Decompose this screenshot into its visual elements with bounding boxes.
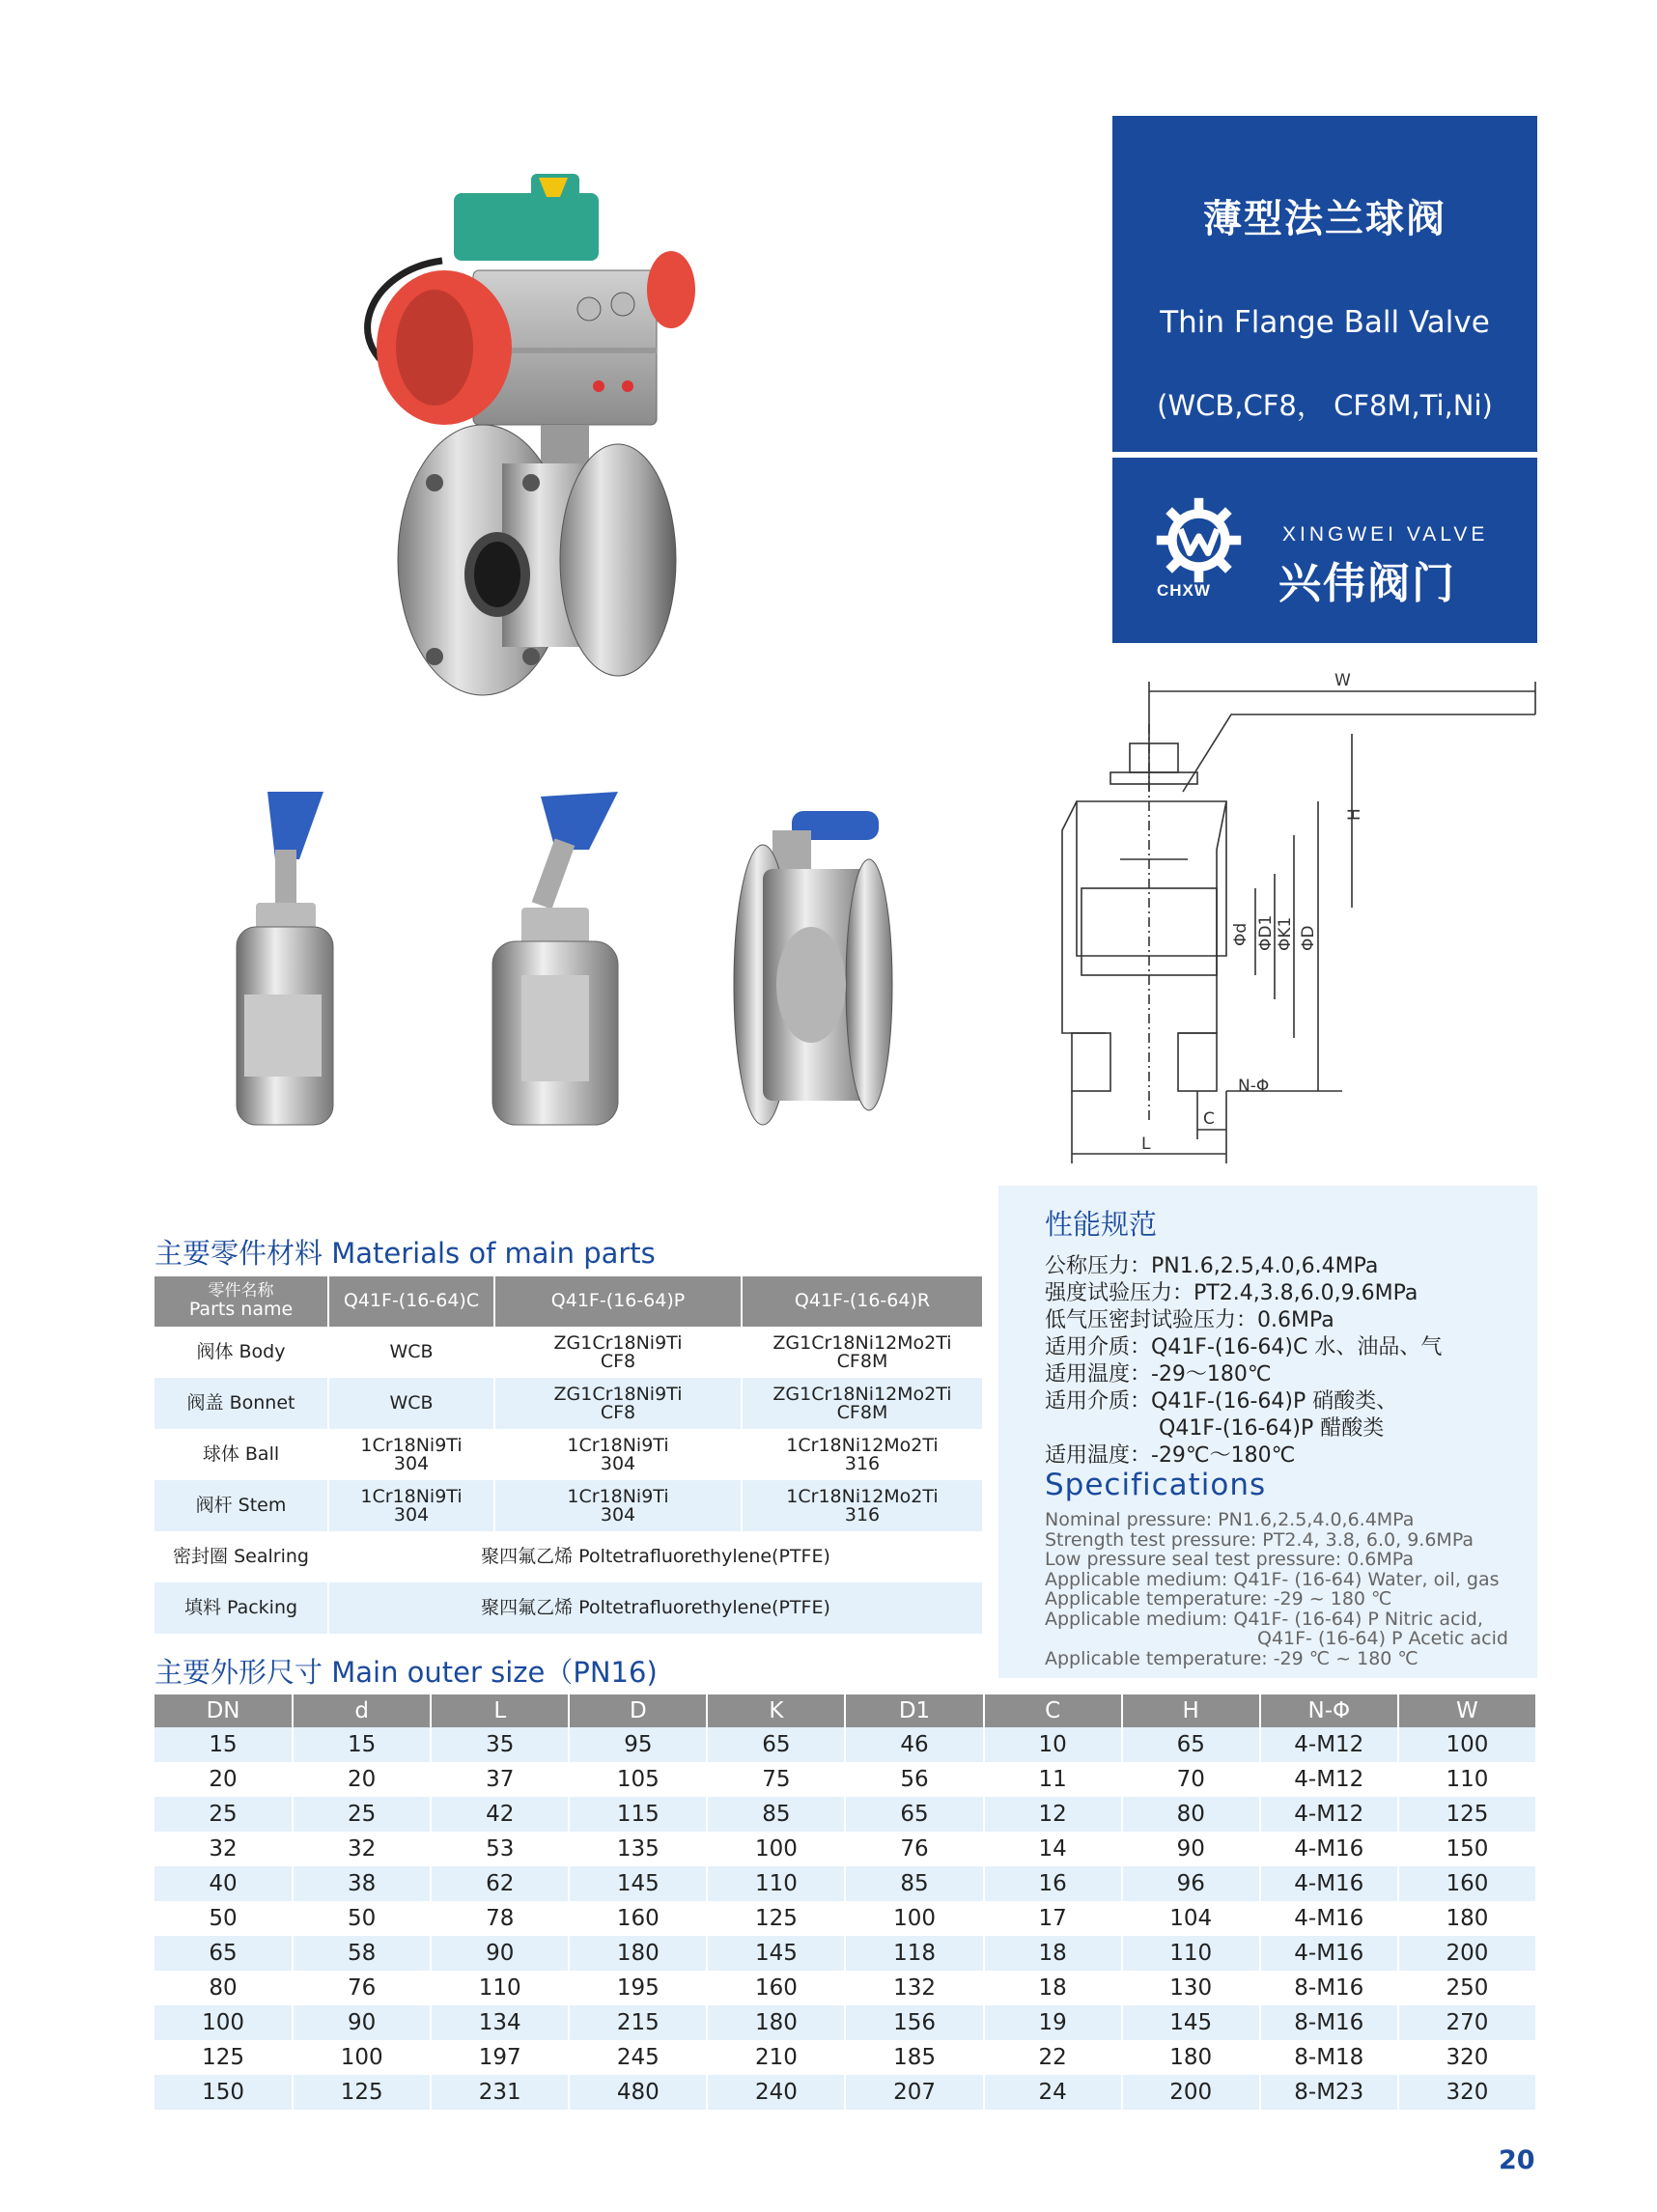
size-cell: 231 [431,2075,569,2110]
size-cell: 4-M12 [1260,1797,1398,1832]
size-cell: 80 [154,1971,293,2005]
page-number: 20 [1499,2145,1535,2175]
size-cell: 156 [845,2005,983,2040]
size-cell: 65 [845,1797,983,1832]
size-cell: 4-M12 [1260,1727,1398,1762]
size-cell: 132 [845,1971,983,2005]
title-block [1112,116,1537,452]
size-cell: 90 [293,2005,431,2040]
spec-line-en: Q41F- (16-64) P Acetic acid [1257,1628,1508,1649]
size-cell: 125 [154,2040,293,2075]
size-cell: 100 [707,1832,845,1866]
size-cell: 19 [984,2005,1122,2040]
size-cell: 480 [569,2075,707,2110]
size-cell: 115 [569,1797,707,1832]
table-row [154,1582,983,1634]
materials-header-part: 零件名称 Parts name [154,1276,328,1327]
size-cell: 130 [1122,1971,1260,2005]
size-cell: 95 [569,1727,707,1762]
manual-valve-image-2 [483,782,628,1130]
brand-name-en: XINGWEI VALVE [1282,523,1489,546]
materials-title: 主要零件材料 Materials of main parts [154,1237,656,1270]
materials-header-c: Q41F-(16-64)C [328,1276,494,1327]
size-cell: 50 [293,1901,431,1936]
dim-label-d: Φd [1231,922,1250,946]
size-cell: 11 [984,1762,1122,1797]
size-cell: 58 [293,1936,431,1971]
size-table-header [154,1694,1536,1727]
size-cell: 240 [707,2075,845,2110]
size-cell: 320 [1398,2075,1536,2110]
size-cell: 22 [984,2040,1122,2075]
size-header-cell: DN [154,1694,293,1727]
size-cell: 20 [154,1762,293,1797]
size-cell: 4-M16 [1260,1866,1398,1901]
size-cell: 85 [845,1866,983,1901]
size-cell: 38 [293,1866,431,1901]
part-name: 阀盖 Bonnet [154,1378,328,1429]
size-cell: 105 [569,1762,707,1797]
size-cell: 96 [1122,1866,1260,1901]
material-p: 1Cr18Ni9Ti 304 [494,1480,742,1531]
size-cell: 14 [984,1832,1122,1866]
size-cell: 32 [293,1832,431,1866]
size-cell: 320 [1398,2040,1536,2075]
material-r: 1Cr18Ni12Mo2Ti 316 [742,1480,983,1531]
table-row [154,1727,1536,1762]
part-name: 密封圈 Sealring [154,1531,328,1582]
material-r: ZG1Cr18Ni12Mo2Ti CF8M [742,1378,983,1429]
table-row [154,2005,1536,2040]
table-row [154,2075,1536,2110]
material-all: 聚四氟乙烯 Poltetrafluorethylene(PTFE) [328,1531,983,1582]
material-all: 聚四氟乙烯 Poltetrafluorethylene(PTFE) [328,1582,983,1634]
dim-label-c: C [1203,1109,1215,1129]
table-row [154,1378,983,1429]
size-cell: 85 [707,1797,845,1832]
size-cell: 110 [431,1971,569,2005]
size-cell: 270 [1398,2005,1536,2040]
size-cell: 56 [845,1762,983,1797]
size-cell: 10 [984,1727,1122,1762]
size-cell: 18 [984,1971,1122,2005]
dim-label-w: W [1334,671,1351,690]
dim-label-h: H [1345,808,1364,821]
material-r: ZG1Cr18Ni12Mo2Ti CF8M [742,1327,983,1378]
spec-lines-cn [1045,1253,1537,1470]
material-c: 1Cr18Ni9Ti 304 [328,1480,494,1531]
size-cell: 46 [845,1727,983,1762]
material-p: ZG1Cr18Ni9Ti CF8 [494,1327,742,1378]
size-cell: 145 [569,1866,707,1901]
size-cell: 15 [293,1727,431,1762]
size-cell: 125 [293,2075,431,2110]
part-name: 阀杆 Stem [154,1480,328,1531]
size-cell: 62 [431,1866,569,1901]
size-cell: 80 [1122,1797,1260,1832]
size-cell: 134 [431,2005,569,2040]
size-cell: 70 [1122,1762,1260,1797]
product-title-cn: 薄型法兰球阀 [1203,197,1446,241]
size-cell: 40 [154,1866,293,1901]
material-r: 1Cr18Ni12Mo2Ti 316 [742,1429,983,1480]
dim-label-l: L [1141,1134,1151,1154]
table-row [154,1866,1536,1901]
spec-line-en: Low pressure seal test pressure: 0.6MPa [1045,1549,1415,1570]
size-cell: 75 [707,1762,845,1797]
size-cell: 8-M23 [1260,2075,1398,2110]
size-cell: 197 [431,2040,569,2075]
size-header-cell: L [431,1694,569,1727]
spec-line-cn: 公称压力：PN1.6,2.5,4.0,6.4MPa [1045,1254,1379,1278]
size-cell: 65 [707,1727,845,1762]
size-cell: 160 [707,1971,845,2005]
size-cell: 76 [293,1971,431,2005]
size-cell: 76 [845,1832,983,1866]
table-row [154,1480,983,1531]
size-cell: 160 [569,1901,707,1936]
size-cell: 25 [293,1797,431,1832]
size-cell: 145 [707,1936,845,1971]
material-c: 1Cr18Ni9Ti 304 [328,1429,494,1480]
materials-header-p: Q41F-(16-64)P [494,1276,742,1327]
part-name: 球体 Ball [154,1429,328,1480]
size-cell: 180 [1122,2040,1260,2075]
size-cell: 125 [707,1901,845,1936]
size-cell: 210 [707,2040,845,2075]
size-cell: 32 [154,1832,293,1866]
size-cell: 25 [154,1797,293,1832]
size-cell: 18 [984,1936,1122,1971]
spec-panel [998,1186,1537,1678]
spec-line-cn: 低气压密封试验压力：0.6MPa [1045,1308,1334,1332]
materials-table [154,1276,984,1634]
size-cell: 200 [1398,1936,1536,1971]
spec-line-cn: Q41F-(16-64)P 醋酸类 [1159,1416,1385,1441]
size-cell: 8-M16 [1260,1971,1398,2005]
size-cell: 37 [431,1762,569,1797]
size-cell: 104 [1122,1901,1260,1936]
spec-title-cn: 性能规范 [1045,1208,1158,1241]
size-cell: 100 [293,2040,431,2075]
material-p: 1Cr18Ni9Ti 304 [494,1429,742,1480]
size-cell: 215 [569,2005,707,2040]
size-cell: 53 [431,1832,569,1866]
size-cell: 20 [293,1762,431,1797]
spec-line-cn: 强度试验压力：PT2.4,3.8,6.0,9.6MPa [1045,1281,1418,1305]
size-header-cell: H [1122,1694,1260,1727]
part-name: 填料 Packing [154,1582,328,1634]
size-cell: 180 [569,1936,707,1971]
size-cell: 15 [154,1727,293,1762]
material-p: ZG1Cr18Ni9Ti CF8 [494,1378,742,1429]
size-cell: 110 [1398,1762,1536,1797]
gear-w-icon [1153,494,1245,586]
brand-name-cn: 兴伟阀门 [1278,559,1456,608]
spec-line-cn: 适用温度：-29～180℃ [1045,1362,1272,1386]
size-cell: 4-M16 [1260,1901,1398,1936]
product-title-en: Thin Flange Ball Valve [1160,305,1490,340]
dim-label-n: N-Φ [1238,1077,1270,1096]
size-header-cell: K [707,1694,845,1727]
size-cell: 42 [431,1797,569,1832]
size-cell: 16 [984,1866,1122,1901]
size-cell: 250 [1398,1971,1536,2005]
dim-label-k1: ΦK1 [1276,916,1295,951]
size-header-cell: W [1398,1694,1536,1727]
size-cell: 100 [1398,1727,1536,1762]
table-row [154,1327,983,1378]
material-c: WCB [328,1378,494,1429]
table-row [154,1901,1536,1936]
size-header-cell: C [984,1694,1122,1727]
manual-valve-image-3 [724,792,898,1130]
size-cell: 135 [569,1832,707,1866]
table-row [154,1531,983,1582]
table-row [154,2040,1536,2075]
table-row [154,1762,1536,1797]
size-cell: 78 [431,1901,569,1936]
size-cell: 150 [154,2075,293,2110]
sizes-title: 主要外形尺寸 Main outer size（PN16) [154,1656,658,1689]
size-header-cell: N-Φ [1260,1694,1398,1727]
size-cell: 12 [984,1797,1122,1832]
table-row [154,1971,1536,2005]
table-row [154,1936,1536,1971]
size-cell: 65 [1122,1727,1260,1762]
size-cell: 245 [569,2040,707,2075]
material-c: WCB [328,1327,494,1378]
size-cell: 185 [845,2040,983,2075]
brand-logo-text: CHXW [1157,581,1211,600]
size-cell: 100 [845,1901,983,1936]
size-cell: 100 [154,2005,293,2040]
spec-line-en: Applicable medium: Q41F- (16-64) Water, oil, gas [1045,1568,1500,1590]
size-cell: 4-M16 [1260,1936,1398,1971]
table-row [154,1797,1536,1832]
table-row [154,1832,1536,1866]
size-cell: 90 [1122,1832,1260,1866]
spec-line-en: Applicable temperature: -29 ℃ ~ 180 ℃ [1045,1647,1418,1669]
size-cell: 35 [431,1727,569,1762]
spec-line-en: Strength test pressure: PT2.4, 3.8, 6.0, 9.6MPa [1045,1528,1474,1551]
size-cell: 24 [984,2075,1122,2110]
size-header-cell: D [569,1694,707,1727]
size-cell: 125 [1398,1797,1536,1832]
size-cell: 110 [707,1866,845,1901]
size-cell: 65 [154,1936,293,1971]
size-cell: 90 [431,1936,569,1971]
spec-line-en: Applicable temperature: -29 ~ 180 ℃ [1045,1588,1392,1610]
spec-line-cn: 适用介质：Q41F-(16-64)P 硝酸类、 [1045,1389,1398,1414]
materials-header-r: Q41F-(16-64)R [742,1276,983,1327]
size-cell: 180 [707,2005,845,2040]
size-cell: 195 [569,1971,707,2005]
size-cell: 8-M18 [1260,2040,1398,2075]
size-cell: 145 [1122,2005,1260,2040]
size-cell: 160 [1398,1866,1536,1901]
spec-line-cn: 适用温度：-29℃～180℃ [1045,1443,1296,1468]
size-cell: 180 [1398,1901,1536,1936]
brand-block [1112,458,1537,643]
part-name: 阀体 Body [154,1327,328,1378]
size-cell: 8-M16 [1260,2005,1398,2040]
dim-label-d1: ΦD1 [1256,914,1276,951]
dimension-diagram [1053,666,1545,1188]
spec-line-cn: 适用介质：Q41F-(16-64)C 水、油品、气 [1045,1335,1443,1359]
size-header-cell: D1 [845,1694,983,1727]
size-cell: 110 [1122,1936,1260,1971]
product-models: (WCB,CF8， CF8M,Ti,Ni) [1157,389,1493,422]
size-header-cell: d [293,1694,431,1727]
size-cell: 200 [1122,2075,1260,2110]
spec-line-en: Applicable medium: Q41F- (16-64) P Nitric acid, [1045,1608,1483,1630]
size-cell: 150 [1398,1832,1536,1866]
size-table [154,1694,1537,2110]
size-cell: 50 [154,1901,293,1936]
pneumatic-ball-valve-image [328,154,753,714]
size-cell: 4-M16 [1260,1832,1398,1866]
manual-valve-image-1 [217,782,348,1130]
size-cell: 17 [984,1901,1122,1936]
size-cell: 4-M12 [1260,1762,1398,1797]
table-row [154,1429,983,1480]
size-cell: 118 [845,1936,983,1971]
dim-label-outer-d: ΦD [1299,925,1318,951]
spec-title-en: Specifications [1045,1468,1267,1502]
spec-lines-en [1045,1510,1547,1668]
spec-line-en: Nominal pressure: PN1.6,2.5,4.0,6.4MPa [1045,1509,1415,1530]
size-cell: 207 [845,2075,983,2110]
